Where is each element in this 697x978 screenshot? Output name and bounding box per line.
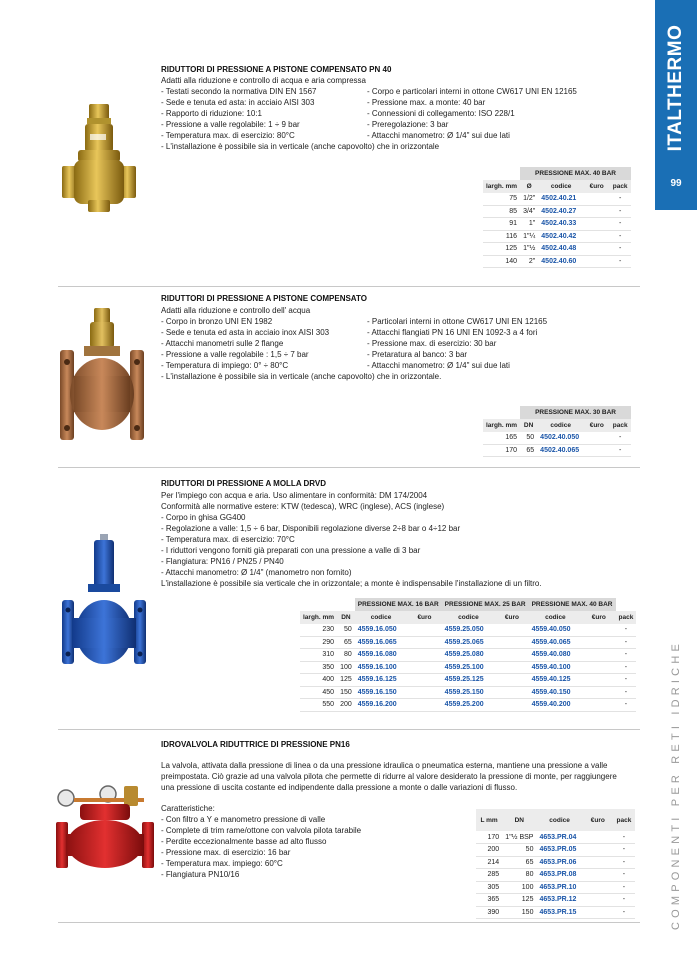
table-row: 230 50 4559.16.050 4559.25.050 4559.40.050 - [300, 624, 636, 637]
table-row: 170 1"½ BSP 4653.PR.04 - [476, 831, 635, 844]
brand-tab [655, 0, 697, 210]
table-row: 85 3/4" 4502.40.27 - [483, 205, 635, 218]
table-row: 165 50 4502.40.050 - [483, 432, 635, 445]
section-title: IDROVALVOLA RIDUTTRICE DI PRESSIONE PN16 [161, 740, 350, 749]
pressure-reducer-brass-image [60, 100, 138, 215]
section-title: RIDUTTORI DI PRESSIONE A PISTONE COMPENSATO PN 40 [161, 65, 392, 74]
install-note: - L'installazione è possibile sia in verticale (anche capovolto) che in orizzontale [161, 142, 440, 151]
table-row: 75 1/2" 4502.40.21 - [483, 193, 635, 206]
table-row: 310 80 4559.16.080 4559.25.080 4559.40.080 - [300, 649, 636, 662]
price-table-drvd: PRESSIONE MAX. 16 BAR PRESSIONE MAX. 25 BAR PRESSIONE MAX. 40 BAR largh. mm DN codice €uro codice €uro codice €uro pack 230 50 4559.16.050 4559.25.050 4559.40.050 - 290 65 4559.16.065 4559.25.065 4559.40.065 - 310 80 4559.16.080 4559.25.080 4559.40.080 - 350 100 4559.16.100 4559.25.100 4559.40.100 - 400 125 4559.16.125 4559.25.125 4559.40.125 - 450 150 4559.16.150 4559.25.150 4559.40.150 - 550 200 4559.16.200 4559.25.200 4559.40.200 - [300, 598, 636, 712]
spec-list-right: - Corpo e particolari interni in ottone CW617 UNI EN 12165 - Pressione max. a monte: 40 bar - Connessioni di collegamento: ISO 228/1 - Preregolazione: 3 bar - Attacchi manometro: Ø 1/4" sui due lati [367, 87, 577, 140]
spec-list-left: - Testati secondo la normativa DIN EN 1567 - Sede e tenuta ed asta: in acciaio AISI 303 - Rapporto di riduzione: 10:1 - Pressione a valle regolabile: 1 ÷ 9 bar - Temperatura max. di esercizio: 80°C [161, 87, 317, 140]
table-row: 170 65 4502.40.065 - [483, 444, 635, 457]
section-title: RIDUTTORI DI PRESSIONE A PISTONE COMPENSATO [161, 294, 367, 303]
spec-list-left: - Corpo in bronzo UNI EN 1982 - Sede e tenuta ed asta in acciaio inox AISI 303 - Attacchi manometri sulle 2 flange - Pressione a valle regolabile : 1,5 ÷ 7 bar - Temperatura di impiego: 0° ÷ 80°C [161, 317, 330, 370]
hydro-valve-red-image [54, 778, 156, 870]
pressure-reducer-blue-flanged-image [58, 532, 150, 666]
table-row: 214 65 4653.PR.06 - [476, 856, 635, 869]
section-intro: Adatti alla riduzione e controllo di acqua e aria compressa [161, 76, 367, 85]
table-row: 290 65 4559.16.065 4559.25.065 4559.40.065 - [300, 636, 636, 649]
side-category-label: COMPONENTI PER RETI IDRICHE [670, 639, 682, 931]
install-note: - L'installazione è possibile sia in verticale (anche capovolto) che in orizzontale. [161, 372, 442, 381]
pressure-reducer-bronze-flanged-image [54, 306, 150, 444]
section-divider [58, 467, 640, 468]
section-title: RIDUTTORI DI PRESSIONE A MOLLA DRVD [161, 479, 327, 488]
table-row: 140 2" 4502.40.60 - [483, 255, 635, 268]
spec-list: Per l'impiego con acqua e aria. Uso alimentare in conformità: DM 174/2004 Conformità alle normative estere: KTW (tedesca), WRC (inglese), ACS (inglese) - Corpo in ghisa GG400 - Regolazione a valle: 1,5 ÷ 6 bar, Disponibili regolazione diverse 2÷8 bar o 4÷12 bar - Temperatura max. di esercizio: 70°C - I riduttori vengono forniti già preparati con una pressione a valle di 3 bar - Flangiatura: PN16 / PN25 / PN40 - Attacchi manometro: Ø 1/4" (manometro non fornito) L'installazione è possibile sia verticale che in orizzontale; a monte è indispensabile l'installazione di un filtro. [161, 491, 542, 588]
section-intro: Adatti alla riduzione e controllo dell' acqua [161, 306, 311, 315]
price-table-pn40: PRESSIONE MAX. 40 BAR largh. mm Ø codice €uro pack 75 1/2" 4502.40.21 - 85 3/4" 4502.40.27 - 91 1" 4502.40.33 - 116 1"¼ 4502.40.42 - 125 1"½ 4502.40.48 - 140 2" 4502.40.60 - [483, 167, 635, 268]
table-row: 116 1"¼ 4502.40.42 - [483, 230, 635, 243]
brand-logo: ITALTHERMO [665, 24, 686, 151]
price-table-30bar: PRESSIONE MAX. 30 BAR largh. mm DN codice €uro pack 165 50 4502.40.050 - 170 65 4502.40.065 - [483, 406, 635, 457]
features-list: Caratteristiche: - Con filtro a Y e manometro pressione di valle - Complete di trim rame/ottone con valvola pilota tarabile - Perdite eccezionalmente basse ad alto flusso - Pressione max. di esercizio: 16 bar - Temperatura max. impiego: 60°C - Flangiatura PN10/16 [161, 804, 362, 879]
table-row: 200 50 4653.PR.05 - [476, 844, 635, 857]
table-row: 91 1" 4502.40.33 - [483, 218, 635, 231]
table-row: 400 125 4559.16.125 4559.25.125 4559.40.125 - [300, 674, 636, 687]
table-row: 550 200 4559.16.200 4559.25.200 4559.40.200 - [300, 699, 636, 712]
table-row: 350 100 4559.16.100 4559.25.100 4559.40.100 - [300, 661, 636, 674]
table-row: 390 150 4653.PR.15 - [476, 906, 635, 919]
page-number: 99 [670, 178, 682, 189]
section-divider [58, 286, 640, 287]
table-row: 450 150 4559.16.150 4559.25.150 4559.40.150 - [300, 686, 636, 699]
price-table-idrovalvola: L mm DN codice €uro pack 170 1"½ BSP 4653.PR.04 - 200 50 4653.PR.05 - 214 65 4653.PR.06 - 285 80 4653.PR.08 - 305 100 4653.PR.10 - 365 125 4653.PR.12 - 390 150 4653.PR.15 - [476, 809, 635, 919]
spec-list-right: - Particolari interni in ottone CW617 UNI EN 12165 - Attacchi flangiati PN 16 UNI EN 1092-3 a 4 fori - Pressione max. di esercizio: 30 bar - Pretaratura al banco: 3 bar - Attacchi manometro: Ø 1/4" sui due lati [367, 317, 548, 370]
table-row: 305 100 4653.PR.10 - [476, 881, 635, 894]
table-row: 125 1"½ 4502.40.48 - [483, 243, 635, 256]
section-divider [58, 729, 640, 730]
section-divider [58, 922, 640, 923]
table-row: 365 125 4653.PR.12 - [476, 894, 635, 907]
table-row: 285 80 4653.PR.08 - [476, 869, 635, 882]
section-paragraph: La valvola, attivata dalla pressione di linea o da una pressione idraulica o pneumatica esterna, mantiene una pressione a valle preimpostata. Ciò grazie ad una valvola pilota che permette di ridurre al valore desiderato la pressione di monte, per raggiungere una pressione di uscita costante ed indipendente dalla pressione a monte o dalle variazioni di flusso. [161, 761, 617, 792]
